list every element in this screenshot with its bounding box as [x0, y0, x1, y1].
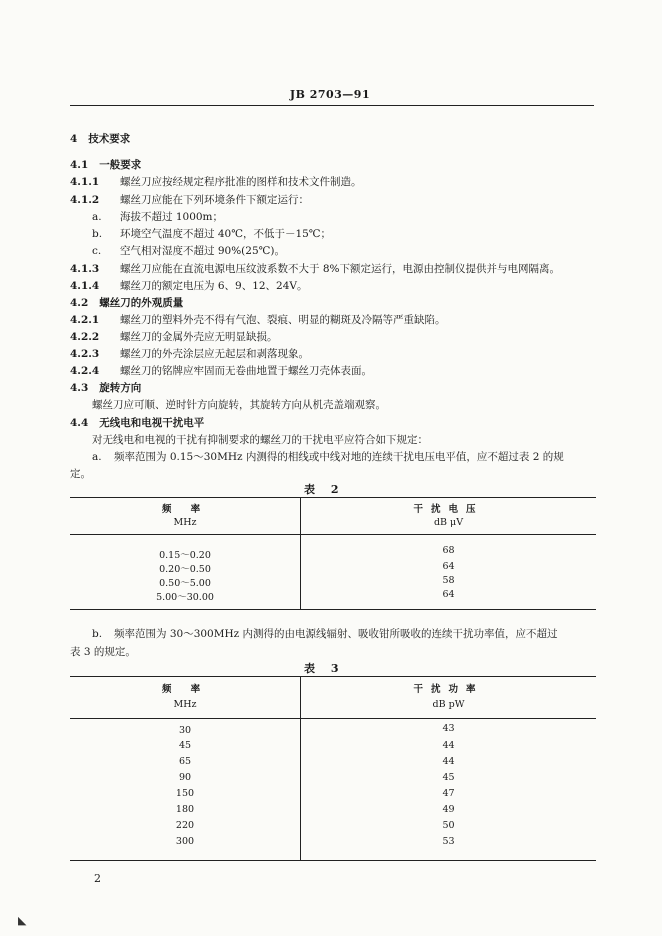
clause-4-4-item-a-cont: 定。: [70, 468, 91, 480]
clause-4-1-2-item-b: b. 环境空气温度不超过 40℃，不低于－15℃；: [92, 228, 332, 240]
table-3-col2-name: 干扰功率: [301, 677, 597, 696]
clause-4-4-intro: 对无线电和电视的干扰有抑制要求的螺丝刀的干扰电平应符合如下规定：: [92, 434, 428, 446]
table-2: [70, 497, 596, 610]
clause-4-1-4: 4.1.4 螺丝刀的额定电压为 6、9、12、24V。: [70, 280, 308, 292]
section-4-heading: 4 技术要求: [70, 133, 131, 145]
page-number: 2: [94, 872, 101, 885]
table-3-col1-unit: MHz: [70, 695, 301, 719]
clause-4-1-1: 4.1.1 螺丝刀应按经规定程序批准的图样和技术文件制造。: [70, 176, 362, 188]
table-row: 30 43: [70, 719, 596, 741]
clause-4-3-text: 螺丝刀应可顺、逆时针方向旋转，其旋转方向从机壳盖端观察。: [92, 399, 386, 411]
table-row: 300 53: [70, 836, 596, 861]
clause-4-1-2-item-a: a. 海拔不超过 1000m；: [92, 211, 224, 223]
clause-4-1-3: 4.1.3 螺丝刀应能在直流电源电压纹波系数不大于 8%下额定运行，电源由控制仪提供并与电网隔离。: [70, 263, 560, 275]
table-row: 0.15～0.20 68: [70, 535, 596, 562]
clause-4-4-item-b: b. 频率范围为 30～300MHz 内测得的由电源线辐射、吸收钳所吸收的连续干扰功率值，应不超过: [92, 628, 558, 640]
section-4-2-heading: 4.2 螺丝刀的外观质量: [70, 297, 184, 309]
clause-4-2-4: 4.2.4 螺丝刀的铭牌应牢固而无卷曲地置于螺丝刀壳体表面。: [70, 365, 372, 377]
document-code: JB 2703—91: [289, 88, 371, 101]
table-3: [70, 676, 596, 861]
clause-4-2-2: 4.2.2 螺丝刀的金属外壳应无明显缺损。: [70, 331, 278, 343]
table-row: 65 44: [70, 756, 596, 772]
table-3-col1-name: 频 率: [70, 677, 301, 696]
scan-corner-mark-icon: ◣: [18, 914, 27, 927]
header-rule: [70, 105, 594, 106]
clause-4-4-item-b-cont: 表 3 的规定。: [70, 646, 136, 658]
clause-4-2-1: 4.2.1 螺丝刀的塑料外壳不得有气泡、裂痕、明显的糊斑及冷隔等严重缺陷。: [70, 314, 446, 326]
table-row: 150 47: [70, 788, 596, 804]
table-2-col1-unit: MHz: [70, 515, 301, 535]
table-3-col2-unit: dB pW: [301, 695, 597, 719]
table-row: 5.00～30.00 64: [70, 589, 596, 610]
table-3-title: 表 3: [304, 662, 345, 675]
table-2-col1-name: 频 率: [70, 498, 301, 516]
clause-4-1-2-item-c: c. 空气相对湿度不超过 90%(25℃)。: [92, 245, 285, 257]
clause-4-2-3: 4.2.3 螺丝刀的外壳涂层应无起层和剥落现象。: [70, 348, 309, 360]
section-4-3-heading: 4.3 旋转方向: [70, 382, 142, 394]
table-2-title: 表 2: [304, 483, 345, 496]
table-row: 0.20～0.50 64: [70, 561, 596, 575]
table-2-col2-name: 干扰电压: [301, 498, 597, 516]
table-row: 180 49: [70, 804, 596, 820]
table-row: 45 44: [70, 740, 596, 756]
clause-4-4-item-a: a. 频率范围为 0.15～30MHz 内测得的相线或中线对地的连续干扰电压电平值，应不超过表 2 的规: [92, 451, 564, 463]
clause-4-1-2: 4.1.2 螺丝刀应能在下列环境条件下额定运行：: [70, 194, 309, 206]
table-row: 220 50: [70, 820, 596, 836]
table-row: 0.50～5.00 58: [70, 575, 596, 589]
table-row: 90 45: [70, 772, 596, 788]
section-4-4-heading: 4.4 无线电和电视干扰电平: [70, 417, 205, 429]
section-4-1-heading: 4.1 一般要求: [70, 159, 142, 171]
table-2-col2-unit: dB μV: [301, 515, 597, 535]
